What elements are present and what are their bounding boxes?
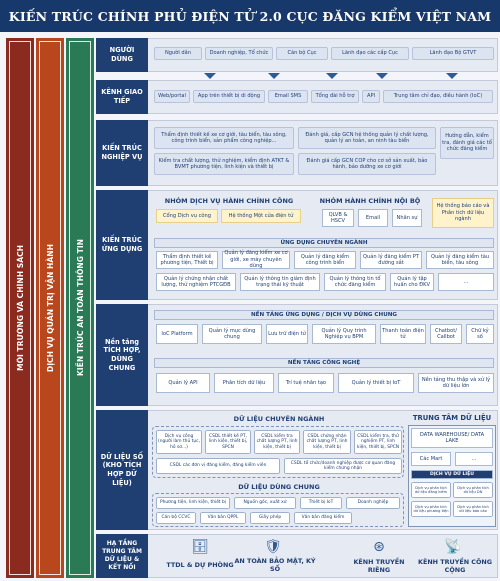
app-email: Email: [358, 209, 388, 227]
data-public-service: Dịch vụ công (người làm thủ tục, hồ sơ...): [156, 430, 202, 454]
data-quality-cert: CSDL chứng nhận chất lượng PT, linh kiện, thiết bị: [303, 430, 351, 454]
channel-hotline: Tổng đài hỗ trợ: [311, 90, 359, 103]
data-legal-docs: Văn bản QPPL: [200, 512, 246, 524]
app-public-service-portal: Cổng Dịch vụ công: [156, 209, 218, 223]
user-ministry-leader: Lãnh đạo Bộ GTVT: [412, 47, 494, 60]
data-origin: Nguồn gốc, xuất xứ: [234, 497, 296, 509]
infra-label: HẠ TẦNG TRUNG TÂM DỮ LIỆU & KẾT NỐI: [96, 534, 148, 578]
tech-api-management: Quản lý API: [156, 373, 210, 393]
tech-platform-title: NỀN TẢNG CÔNG NGHỆ: [154, 358, 494, 368]
data-licenses: Giấy phép: [250, 512, 290, 524]
svc-e-archive: Lưu trữ điện tử: [266, 324, 308, 344]
data-service-vehicle: Dịch vụ phân tích dữ liệu phương tiện: [411, 501, 451, 517]
channels-label: KÊNH GIAO TIẾP: [96, 80, 148, 114]
arrow-down-icon: [446, 73, 458, 79]
svc-chatbot: Chatbot/ Callbot: [430, 324, 462, 344]
arrow-down-icon: [268, 73, 280, 79]
side-band-security-label: KIẾN TRÚC AN TOÀN THÔNG TIN: [75, 239, 85, 377]
data-vehicles: Phương tiện, linh kiện, thiết bị: [156, 497, 230, 509]
antenna-icon: 📡: [444, 539, 462, 555]
app-hr: Nhân sự: [392, 209, 422, 227]
public-service-group-title: NHÓM DỊCH VỤ HÀNH CHÍNH CÔNG: [164, 197, 294, 205]
channel-web-portal: Web/portal: [154, 90, 190, 103]
tech-iot-management: Quản lý thiết bị IoT: [338, 373, 414, 393]
user-staff: Cán bộ Cục: [276, 47, 328, 60]
channel-api: API: [362, 90, 380, 103]
user-citizen: Người dân: [154, 47, 202, 60]
data-marts-more: ...: [455, 452, 493, 466]
business-label: KIẾN TRÚC NGHIỆP VỤ: [96, 120, 148, 186]
data-enterprises: Doanh nghiệp: [346, 497, 400, 509]
infra-private-channel: KÊNH TRUYỀN RIÊNG: [353, 558, 405, 574]
data-service-report: Dịch vụ phân tích dữ liệu báo cáo: [453, 501, 493, 517]
business-inspection-guidance: Hướng dẫn, kiểm tra, đánh giá các tổ chức đăng kiểm: [440, 127, 494, 159]
app-ship-inspection: Quản lý đăng kiểm tàu biển, tàu sông: [426, 251, 494, 269]
page-title: KIẾN TRÚC CHÍNH PHỦ ĐIỆN TỬ 2.0 CỤC ĐĂNG KIỂM VIỆT NAM: [0, 0, 500, 32]
svc-bpm: Quản lý Quy trình Nghiệp vụ BPM: [312, 324, 376, 344]
app-inspector-training: Quản lý tập huấn cho ĐKV: [390, 273, 434, 291]
app-document-management: QLVB & HSCV: [322, 209, 354, 227]
arrow-down-icon: [376, 73, 388, 79]
infra-data-center: TTDL & DỰ PHÒNG: [166, 561, 234, 570]
side-band-policy-label: MÔI TRƯỜNG VÀ CHÍNH SÁCH: [15, 245, 25, 371]
internal-group-title: NHÓM HÀNH CHÍNH NỘI BỘ: [319, 197, 421, 205]
specialized-data-title: DỮ LIỆU CHUYÊN NGÀNH: [233, 415, 325, 423]
apps-label: KIẾN TRÚC ỨNG DỤNG: [96, 190, 148, 300]
infra-public-channel: KÊNH TRUYỀN CÔNG CỘNG: [418, 558, 492, 574]
data-inspection-units: CSDL các đơn vị đăng kiểm, đăng kiểm viên: [156, 458, 280, 474]
server-icon: 🗄: [191, 539, 209, 555]
app-railway-inspection: Quản lý đăng kiểm PT đường sắt: [360, 251, 422, 269]
svc-digital-signature: Chữ ký số: [466, 324, 494, 344]
side-band-operations: [36, 38, 64, 578]
app-design-appraisal: Thẩm định thiết kế phương tiện, Thiết bị: [156, 251, 218, 269]
arrow-down-icon: [204, 73, 216, 79]
svc-e-payment: Thanh toán điện tử: [380, 324, 426, 344]
data-inspection-docs: Văn bản đăng kiểm: [294, 512, 352, 524]
app-inspection-org: Quản lý thông tin tổ chức đăng kiểm: [324, 273, 386, 291]
data-civil-servants: Cán bộ CCVC: [156, 512, 196, 524]
tech-ai: Trí tuệ nhân tạo: [278, 373, 334, 393]
data-iot-devices: Thiết bị IoT: [300, 497, 342, 509]
data-marts: Các Mart: [411, 452, 451, 466]
channel-mobile-app: App trên thiết bị di động: [193, 90, 265, 103]
app-vehicle-inspection: Quản lý đăng kiểm xe cơ giới, xe máy chuyên dùng: [222, 251, 290, 269]
network-icon: ⊛: [373, 539, 385, 555]
platform-label: Nền tảng TÍCH HỢP, DÙNG CHUNG: [96, 304, 148, 406]
shared-data-title: DỮ LIỆU DÙNG CHUNG: [238, 483, 320, 491]
business-design-appraisal: Thẩm định thiết kế xe cơ giới, tàu biển, tàu sông, công trình biển, sản phẩm công nghiệp...: [154, 127, 294, 149]
app-reporting-analytics: Hệ thống báo cáo và Phân tích dữ liệu ngành: [432, 198, 494, 228]
data-service-enterprise: Dịch vụ phân tích dữ liệu DN: [453, 482, 493, 498]
data-label: DỮ LIỆU SỐ (KHO TÍCH HỢP DỮ LIỆU): [96, 410, 148, 530]
tech-big-data: Nền tảng thu thập và xử lý dữ liệu lớn: [418, 373, 494, 393]
data-service-inspection: Dịch vụ phân tích dữ liệu đăng kiểm: [411, 482, 451, 498]
app-offshore-inspection: Quản lý đăng kiểm công trình biển: [294, 251, 356, 269]
data-warehouse: DATA WAREHOUSE/ DATA LAKE: [411, 428, 493, 448]
side-band-operations-label: DỊCH VỤ QUẢN TRỊ VẬN HÀNH: [45, 243, 55, 373]
svc-ioc-platform: IoC Platform: [156, 324, 198, 344]
app-one-stop-shop: Hệ thống Một cửa điện tử: [221, 209, 301, 223]
channel-ioc: Trung tâm chỉ đạo, điều hành (IoC): [383, 90, 493, 103]
app-more: ...: [438, 273, 494, 291]
data-center-title: TRUNG TÂM DỮ LIỆU: [412, 414, 492, 422]
data-quality-check: CSDL kiểm tra chất lượng PT, linh kiện, thiết bị: [254, 430, 300, 454]
business-technical-inspection: Kiểm tra chất lượng, thử nghiệm, kiểm định ATKT & BVMT phương tiện, linh kiện và thiết bị: [154, 153, 294, 175]
side-band-policy: [6, 38, 34, 578]
side-band-security: [66, 38, 94, 578]
svc-catalog: Quản lý mục dùng chung: [202, 324, 262, 344]
app-technical-state: Quản lý thông tin giám định trạng thái kỹ thuật: [240, 273, 320, 291]
user-enterprise: Doanh nghiệp, Tổ chức: [205, 47, 273, 60]
business-cop-certification: Đánh giá cấp GCN COP cho cơ sở sản xuất, bảo hành, bảo dưỡng xe cơ giới: [298, 153, 436, 175]
security-icon: 🛡: [264, 539, 282, 555]
business-quality-certification: Đánh giá, cấp GCN hệ thống quản lý chất lượng, quản lý an toàn, an ninh tàu biển: [298, 127, 436, 149]
user-department-leader: Lãnh đạo các cấp Cục: [331, 47, 409, 60]
app-quality-certification: Quản lý chứng nhận chất lượng, thử nghiệm PTCGĐB: [156, 273, 236, 291]
specialized-apps-title: ỨNG DỤNG CHUYÊN NGÀNH: [154, 238, 494, 248]
data-design: CSDL thiết kế PT, linh kiện, thiết bị, SPCN: [205, 430, 251, 454]
tech-data-analytics: Phân tích dữ liệu: [214, 373, 274, 393]
data-certified-orgs: CSDL tổ chức/doanh nghiệp được cơ quan đăng kiểm chứng nhận: [284, 458, 402, 474]
infra-security: AN TOÀN BẢO MẬT, KÝ SỐ: [234, 557, 316, 573]
users-label: NGƯỜI DÙNG: [96, 38, 148, 72]
shared-services-title: NỀN TẢNG ỨNG DỤNG / DỊCH VỤ DÙNG CHUNG: [154, 310, 494, 320]
data-testing: CSDL kiểm tra, thử nghiệm PT, linh kiện, thiết bị, SPCN: [354, 430, 402, 454]
channel-email-sms: Email SMS: [268, 90, 308, 103]
arrow-down-icon: [326, 73, 338, 79]
data-services-title: DỊCH VỤ DỮ LIỆU: [411, 470, 493, 479]
